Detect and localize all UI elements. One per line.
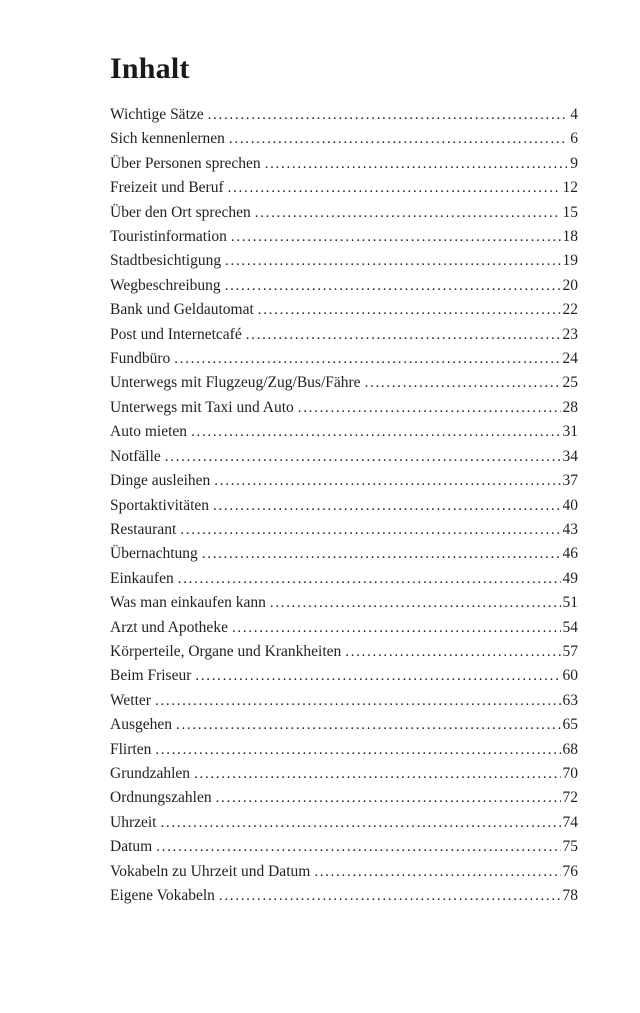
toc-entry-label: Fundbüro [110,350,171,368]
toc-entry-label: Freizeit und Beruf [110,179,224,197]
toc-dot-leader [202,542,561,566]
toc-row [110,591,578,615]
toc-row [110,225,578,249]
toc-entry-label: Wichtige Sätze [110,106,204,123]
toc-dot-leader [208,103,569,127]
toc-dot-leader [178,567,561,591]
toc-entry-label: Dinge ausleihen [110,472,211,490]
toc-row [110,884,578,908]
toc-row [110,640,578,664]
toc-row [110,494,578,518]
toc-dot-leader [155,738,560,762]
toc-page-number: 34 [562,447,578,465]
toc-entry-label: Ordnungszahlen [110,789,212,807]
toc-row [110,445,578,469]
toc-list [110,103,578,908]
page-title: Inhalt [110,52,190,85]
toc-dot-leader [229,127,568,151]
toc-row [110,664,578,688]
toc-dot-leader [156,835,560,859]
toc-row [110,103,578,127]
toc-row [110,835,578,859]
toc-dot-leader [258,298,561,322]
toc-dot-leader [225,249,560,273]
toc-page-number: 9 [570,154,578,172]
toc-page-number: 63 [562,691,578,709]
toc-entry-label: Auto mieten [110,423,188,441]
toc-page-number: 78 [562,887,578,904]
toc-page-number: 37 [562,472,578,490]
toc-row [110,860,578,884]
toc-page-number: 68 [562,740,578,758]
toc-row [110,371,578,395]
toc-page-number: 23 [562,325,578,343]
toc-dot-leader [180,518,560,542]
toc-dot-leader [213,494,560,518]
toc-entry-label: Was man einkaufen kann [110,594,266,612]
toc-page-number: 15 [562,203,578,221]
toc-row [110,689,578,713]
toc-page-number: 74 [562,813,578,831]
toc-page-number: 40 [562,496,578,514]
toc-entry-label: Arzt und Apotheke [110,618,228,636]
toc-row [110,396,578,420]
toc-page-number: 18 [562,228,578,246]
toc-page-number: 19 [562,252,578,270]
toc-entry-label: Sich kennenlernen [110,130,225,148]
toc-row [110,127,578,151]
toc-row [110,811,578,835]
toc-page-number: 12 [562,179,578,197]
toc-page-number: 76 [562,862,578,880]
toc-row [110,567,578,591]
toc-page-number: 31 [562,423,578,441]
toc-dot-leader [165,445,561,469]
toc-page-number: 54 [562,618,578,636]
toc-page-number: 43 [562,520,578,538]
toc-dot-leader [314,860,560,884]
toc-entry-label: Eigene Vokabeln [110,887,215,904]
toc-dot-leader [345,640,560,664]
toc-row [110,176,578,200]
toc-page-number: 25 [562,374,578,392]
toc-entry-label: Grundzahlen [110,764,191,782]
toc-row [110,469,578,493]
toc-page-number: 46 [562,545,578,563]
toc-entry-label: Touristinformation [110,228,227,246]
toc-entry-label: Ausgehen [110,716,172,734]
toc-row [110,201,578,225]
toc-row [110,786,578,810]
toc-page-number: 60 [562,667,578,685]
toc-entry-label: Stadtbesichtigung [110,252,222,270]
toc-entry-label: Bank und Geldautomat [110,301,254,319]
toc-row [110,249,578,273]
toc-entry-label: Wetter [110,691,151,709]
toc-row [110,152,578,176]
toc-page-number: 20 [562,276,578,294]
toc-page-number: 24 [562,350,578,368]
toc-row [110,274,578,298]
toc-entry-label: Wegbeschreibung [110,276,221,294]
toc-entry-label: Uhrzeit [110,813,157,831]
toc-dot-leader [160,811,560,835]
toc-row [110,713,578,737]
toc-row [110,298,578,322]
toc-page-number: 51 [562,594,578,612]
toc-dot-leader [219,884,561,908]
toc-dot-leader [176,713,561,737]
toc-dot-leader [216,786,561,810]
toc-dot-leader [231,225,561,249]
toc-dot-leader [195,664,560,688]
toc-page-number: 22 [562,301,578,319]
toc-entry-label: Sportaktivitäten [110,496,210,514]
toc-entry-label: Über den Ort sprechen [110,203,251,221]
toc-page-number: 75 [562,838,578,856]
toc-dot-leader [228,176,561,200]
toc-entry-label: Unterwegs mit Flugzeug/Zug/Bus/Fähre [110,374,361,392]
toc-page-number: 49 [562,569,578,587]
toc-dot-leader [246,323,561,347]
toc-dot-leader [232,616,561,640]
toc-page-number: 28 [562,398,578,416]
toc-dot-leader [194,762,560,786]
toc-row [110,738,578,762]
toc-row [110,518,578,542]
toc-entry-label: Unterwegs mit Taxi und Auto [110,398,294,416]
toc-page-number: 4 [570,106,578,123]
toc-entry-label: Post und Internetcafé [110,325,242,343]
toc-row [110,542,578,566]
toc-entry-label: Übernachtung [110,545,198,563]
toc-entry-label: Vokabeln zu Uhrzeit und Datum [110,862,311,880]
toc-entry-label: Einkaufen [110,569,174,587]
toc-dot-leader [298,396,561,420]
toc-dot-leader [255,201,561,225]
toc-page-number: 57 [562,642,578,660]
toc-dot-leader [155,689,561,713]
toc-dot-leader [270,591,561,615]
toc-entry-label: Datum [110,838,153,856]
toc-row [110,323,578,347]
toc-entry-label: Körperteile, Organe und Krankheiten [110,642,342,660]
toc-dot-leader [265,152,569,176]
toc-entry-label: Flirten [110,740,152,758]
toc-row [110,762,578,786]
toc-entry-label: Über Personen sprechen [110,154,261,172]
toc-page-number: 70 [562,764,578,782]
toc-dot-leader [174,347,560,371]
toc-entry-label: Notfälle [110,447,161,465]
toc-entry-label: Beim Friseur [110,667,192,685]
toc-entry-label: Restaurant [110,520,177,538]
toc-dot-leader [191,420,560,444]
toc-page-number: 72 [562,789,578,807]
toc-row [110,616,578,640]
toc-page-number: 6 [570,130,578,148]
toc-row [110,347,578,371]
toc-page-number: 65 [562,716,578,734]
toc-row [110,420,578,444]
toc-dot-leader [214,469,560,493]
toc-dot-leader [365,371,561,395]
toc-dot-leader [225,274,561,298]
